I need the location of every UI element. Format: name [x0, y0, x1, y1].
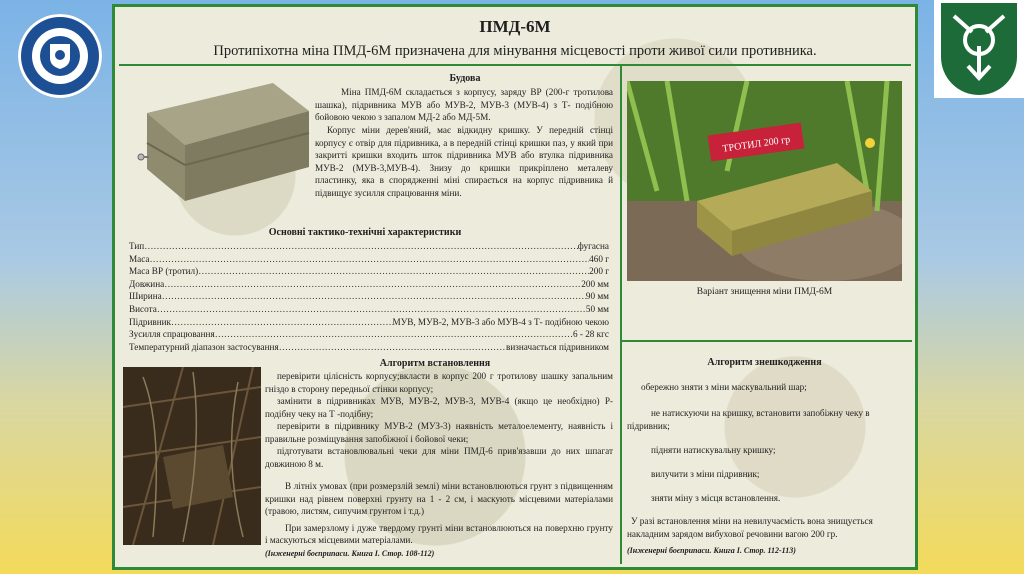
- specs-list: [129, 240, 609, 353]
- disarm-note: У разі встановлення міни на невилучаємість вона знищується накладним зарядом вибухової речовини вагою 200 гр.: [627, 516, 873, 539]
- install-step: При замерзлому і дуже твердому грунті міни встановлюються на поверхню грунту і маскуються місцевими матеріалами.: [265, 522, 613, 545]
- tnt-sign-label: ТРОТИЛ 200 гр: [721, 134, 791, 155]
- install-step: замінити в підривниках МУВ, МУВ-2, МУВ-3, МУВ-4 (якщо це необхідно) Р- подібну чеку на Т -подібну;: [265, 396, 613, 419]
- spec-row: Ширина …………………………………………………………………………………………………………………………………………………………………………………………………… 90 мм: [129, 290, 609, 303]
- column-divider: [620, 64, 622, 564]
- spec-row: Висота …………………………………………………………………………………………………………………………………………………………………………………………………… 50 мм: [129, 303, 609, 316]
- mine-photo: [133, 73, 313, 209]
- faculty-logo: [934, 0, 1024, 98]
- poster-panel: [112, 4, 918, 570]
- disarm-step: вилучити з міни підривник;: [651, 469, 760, 479]
- disarm-title: Алгоритм знешкодження: [707, 357, 822, 368]
- install-reference: (Інженерні боєприпаси. Книга І. Стор. 108-112): [265, 549, 435, 558]
- gear-anchor-icon: [948, 10, 1010, 84]
- spec-row: Підривник …………………………………………………………………………………………………………………………………………………………………………………………………… МУВ, МУВ-2, МУВ-3 або МУВ-4 з Т- подібною чекою: [129, 316, 609, 329]
- emblem-shield-icon: [48, 42, 72, 70]
- disarm-step: не натискуючи на кришку, встановити запобіжну чеку в підривник;: [627, 408, 870, 431]
- disarm-step: обережно зняти з міни маскувальний шар;: [641, 382, 807, 392]
- install-step: перевірити цілісність корпусу;вкласти в корпус 200 г тротилову шашку запальним гніздо в сторону передньої стінки корпусу;: [265, 371, 613, 394]
- specs-title: Основні тактико-технічні характеристики: [268, 227, 462, 238]
- tnt-destruction-photo: [627, 81, 902, 281]
- field-installation-photo: [123, 367, 261, 545]
- build-title: Будова: [449, 73, 481, 84]
- build-paragraph-2: Корпус міни дерев'яний, має відкидну кришку. У передній стінці корпусу є отвір для підривника, а в передній стінці кришки паз, у який при закритті кришки входить шток підривника МУВ або втулка підривника МУВ-2 (МУВ-3,МУВ-4). Знизу до кришки прикріплено металеву пластинку, яка в спорядженні міні спирається на корпус підривника й підвищує зусилля спрацювання міни.: [315, 125, 613, 198]
- spec-row: Маса …………………………………………………………………………………………………………………………………………………………………………………………………… 460 г: [129, 253, 609, 266]
- install-step: підготувати встановлювальні чеки для міни ПМД-6 прив'язавши до них шпагат довжиною 8 м.: [265, 446, 613, 469]
- page-subtitle: Протипіхотна міна ПМД-6М призначена для мінування місцевості проти живої сили противника.: [213, 43, 817, 59]
- spec-row: Тип …………………………………………………………………………………………………………………………………………………………………………………………………… фугасна: [129, 240, 609, 253]
- install-step: перевірити в підривнику МУВ-2 (МУЗ-3) наявність металоелементу, наявність і правильне розміщування запобіжної і бойової чеки;: [265, 421, 613, 444]
- install-title: Алгоритм встановлення: [379, 358, 491, 369]
- build-paragraph-1: Міна ПМД-6М складається з корпусу, заряду ВР (200-г тротилова шашка), підривника МУВ або МУВ-2, МУВ-3 (МУВ-4) з Т- подібною бойовою чекою з запалом МД-2 або МД-5М.: [315, 87, 613, 122]
- spec-row: Маса ВР (тротил) …………………………………………………………………………………………………………………………………………………………………………………………………… 200 г: [129, 265, 609, 278]
- spec-row: Довжина …………………………………………………………………………………………………………………………………………………………………………………………………… 200 мм: [129, 278, 609, 291]
- spec-row: Зусилля спрацювання …………………………………………………………………………………………………………………………………………………………………………………………………… 6 - 28 кгс: [129, 328, 609, 341]
- spec-row: Температурний діапазон застосування …………………………………………………………………………………………………………………………………………………………………………………………………… визначається підривником: [129, 341, 609, 354]
- right-section-divider: [620, 340, 912, 342]
- install-steps: [265, 370, 613, 547]
- university-logo: [18, 14, 102, 98]
- page-title: ПМД-6М: [479, 17, 551, 36]
- disarm-step: зняти міну з місця встановлення.: [651, 493, 781, 503]
- disarm-step: підняти натискувальну кришку;: [651, 445, 776, 455]
- install-step: В літніх умовах (при розмерзлій землі) міни встановлюються грунт з підвищенням кришки над рівнем поверхні грунту на 1 - 2 см, і маскують місцевими матеріалами (травою, листям, сипучим грунтом і т.д.): [265, 481, 613, 516]
- header-divider: [119, 64, 911, 66]
- tnt-photo-caption: Варіант знищення міни ПМД-6М: [696, 287, 833, 297]
- disarm-reference: (Інженерні боєприпаси. Книга І. Стор. 112-113): [627, 546, 796, 555]
